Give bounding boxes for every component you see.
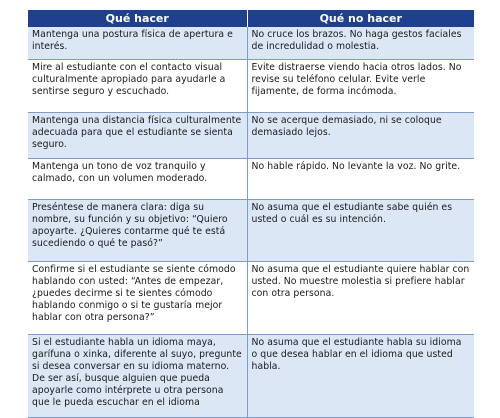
table-row — [28, 335, 474, 418]
do-cell: Mantenga una postura física de apertura e interés. — [28, 27, 247, 60]
table-header-row — [28, 10, 474, 27]
dont-cell: No cruce los brazos. No haga gestos faciales de incredulidad o molestia. — [247, 27, 474, 60]
do-cell: Confirme si el estudiante se siente cómodo hablando con usted: “Antes de empezar, ¿puedes decirme si te sientes cómodo hablando conmigo o si te gustaría mejor hablar con otra persona?” — [28, 262, 247, 335]
dont-cell: Evite distraerse viendo hacia otros lados. No revise su teléfono celular. Evite verle fijamente, de forma incómoda. — [247, 60, 474, 113]
header-que-no-hacer: Qué no hacer — [247, 10, 474, 27]
do-cell: Mantenga una distancia física culturalmente adecuada para que el estudiante se sienta seguro. — [28, 113, 247, 159]
dont-cell: No se acerque demasiado, ni se coloque demasiado lejos. — [247, 113, 474, 159]
table-row — [28, 200, 474, 262]
dont-cell: No asuma que el estudiante quiere hablar con usted. No muestre molestia si prefiere hablar con otra persona. — [247, 262, 474, 335]
guidelines-sheet — [28, 10, 474, 418]
dont-cell: No asuma que el estudiante habla su idioma o que desea hablar en el idioma que usted habla. — [247, 335, 474, 418]
do-cell: Preséntese de manera clara: diga su nombre, su función y su objetivo: “Quiero apoyarte. ¿Quieres contarme qué te está sucediendo o qué te pasó?” — [28, 200, 247, 262]
table-row — [28, 262, 474, 335]
table-row — [28, 60, 474, 113]
do-cell: Mantenga un tono de voz tranquilo y calmado, con un volumen moderado. — [28, 159, 247, 200]
dont-cell: No hable rápido. No levante la voz. No grite. — [247, 159, 474, 200]
header-que-hacer: Qué hacer — [28, 10, 247, 27]
do-dont-table — [28, 10, 474, 418]
dont-cell: No asuma que el estudiante sabe quién es usted o cuál es su intención. — [247, 200, 474, 262]
do-cell: Si el estudiante habla un idioma maya, garífuna o xinka, diferente al suyo, pregunte si desea conversar en su idioma materno. De ser así, busque alguien que pueda apoyarle como intérprete u otra persona que le pueda escuchar en el idioma — [28, 335, 247, 418]
do-cell: Mire al estudiante con el contacto visual culturalmente apropiado para ayudarle a sentirse seguro y escuchado. — [28, 60, 247, 113]
table-row — [28, 159, 474, 200]
table-row — [28, 27, 474, 60]
table-row — [28, 113, 474, 159]
